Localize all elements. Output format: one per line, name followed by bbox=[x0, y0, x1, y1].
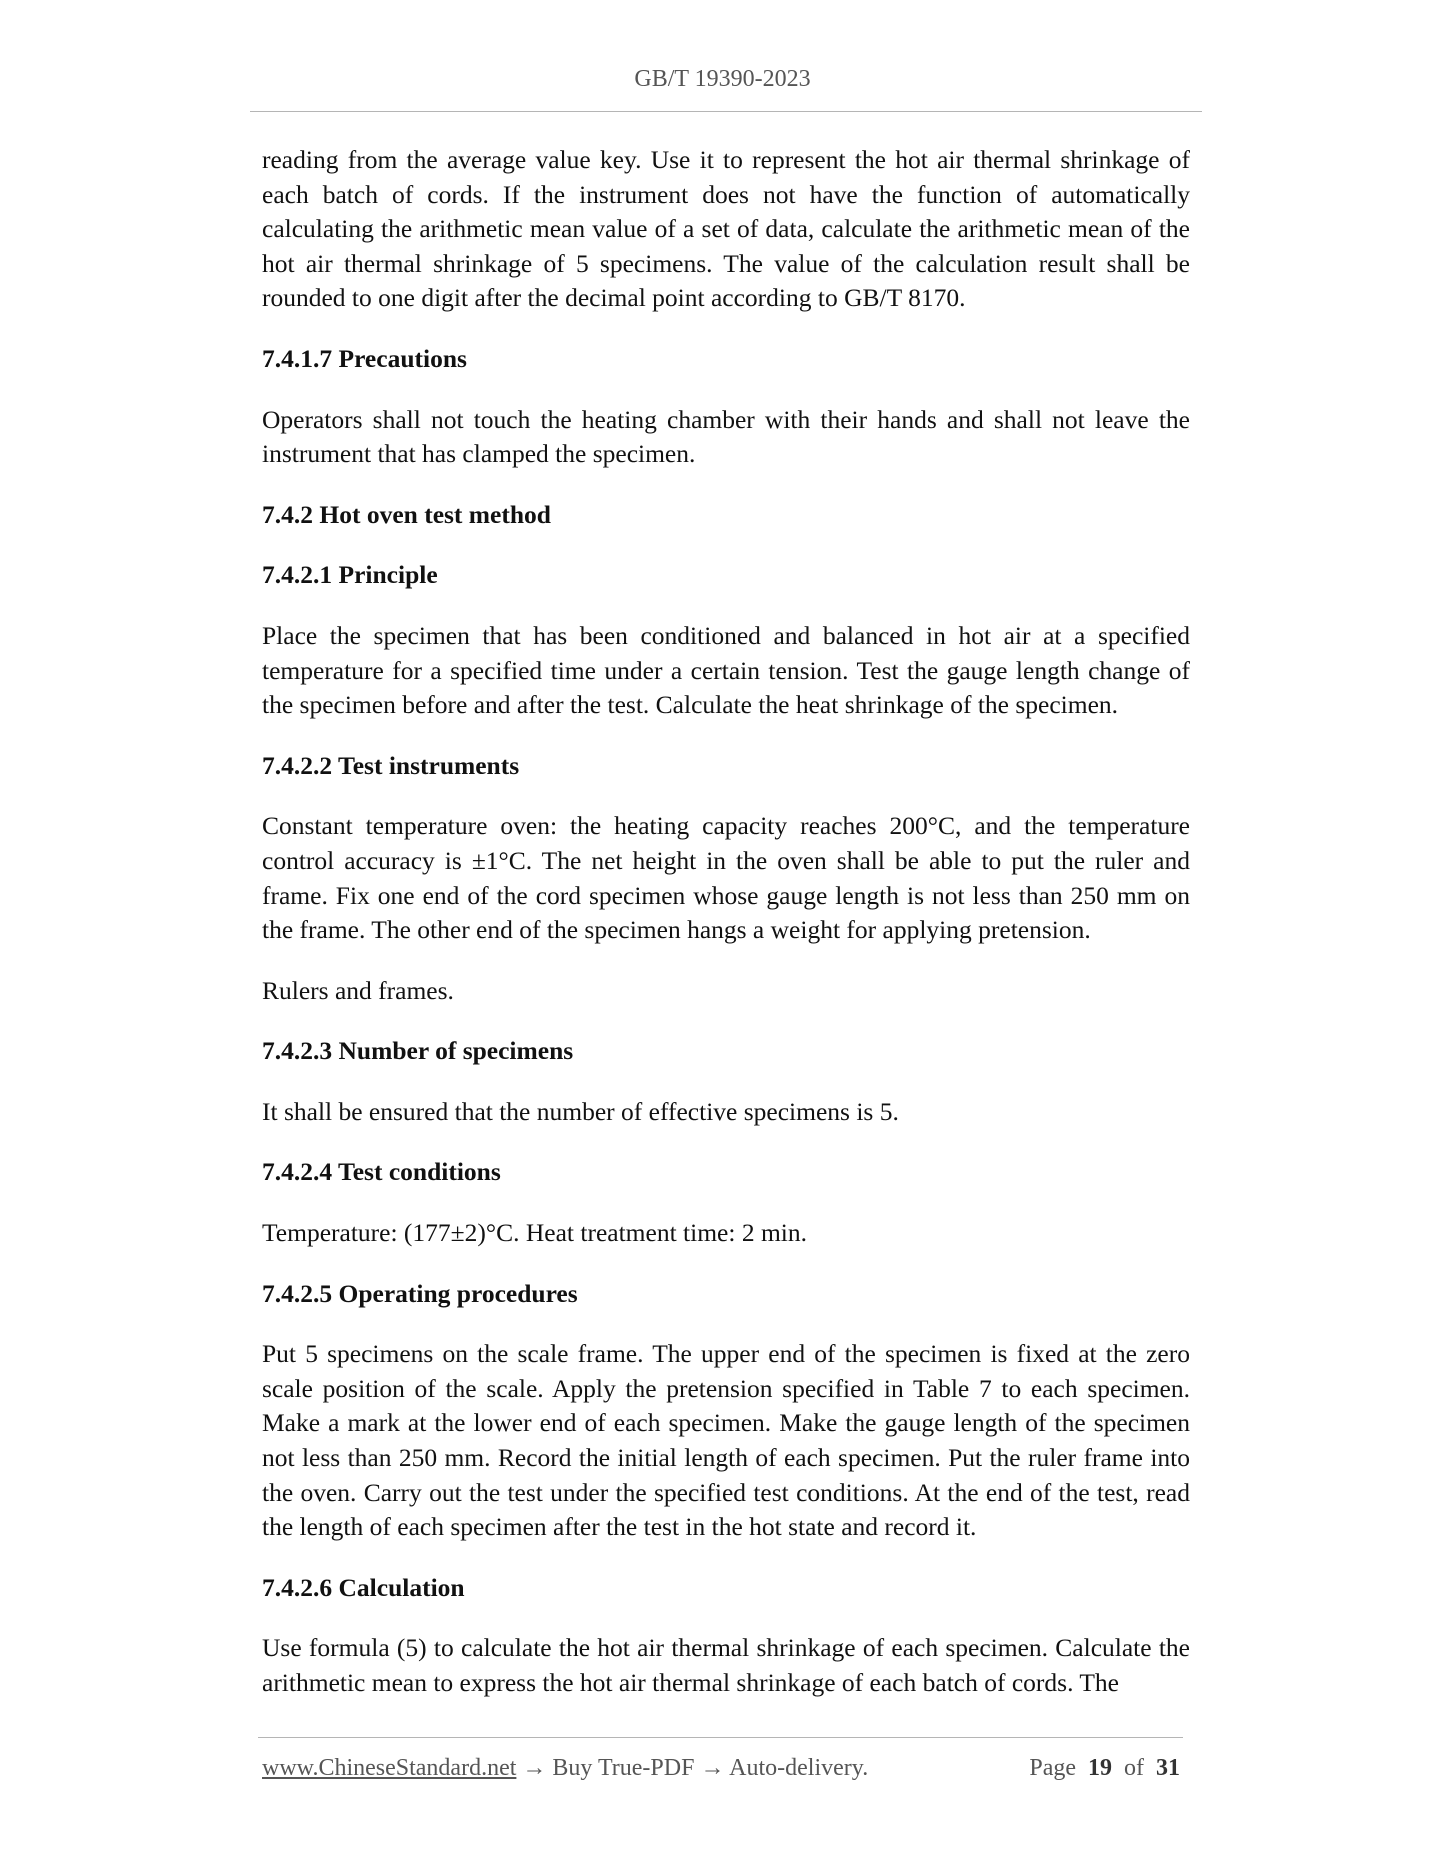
arrow-right-icon: → bbox=[522, 1755, 547, 1781]
paragraph-calculation: Use formula (5) to calculate the hot air thermal shrinkage of each specimen. Calculate the arithmetic mean to express the hot air thermal shrinkage of each batch of cords. The bbox=[262, 1633, 1190, 1697]
buy-true-pdf-text: Buy True-PDF bbox=[552, 1755, 695, 1781]
document-code-header: GB/T 19390-2023 bbox=[634, 66, 811, 92]
paragraph-average-value: reading from the average value key. Use it to represent the hot air thermal shrinkage of each batch of cords. If the instrument does not have the function of automatically calculating the arithmetic mean value of a set of data, calculate the arithmetic mean of the hot air thermal shrinkage of 5 specimens. The value of the calculation result shall be rounded to one digit after the decimal point according to GB/T 8170. bbox=[262, 145, 1190, 313]
footer-divider bbox=[258, 1737, 1183, 1738]
heading-7-4-2: 7.4.2 Hot oven test method bbox=[262, 499, 551, 529]
current-page: 19 bbox=[1088, 1755, 1112, 1781]
paragraph-oven-description: Constant temperature oven: the heating capacity reaches 200°C, and the temperature control accuracy is ±1°C. The net height in the oven shall be able to put the ruler and frame. Fix one end of the cord specimen whose gauge length is not less than 250 mm on the frame. The other end of the specimen hangs a weight for applying pretension. bbox=[262, 811, 1190, 945]
header-divider bbox=[250, 111, 1202, 112]
page-number bbox=[1029, 1755, 1180, 1782]
footer-promo bbox=[262, 1755, 868, 1782]
heading-7-4-2-1: 7.4.2.1 Principle bbox=[262, 560, 438, 590]
heading-7-4-2-5: 7.4.2.5 Operating procedures bbox=[262, 1278, 578, 1308]
heading-7-4-2-3: 7.4.2.3 Number of specimens bbox=[262, 1036, 574, 1066]
heading-7-4-2-4: 7.4.2.4 Test conditions bbox=[262, 1157, 501, 1187]
paragraph-operating-procedures: Put 5 specimens on the scale frame. The upper end of the specimen is fixed at the zero scale position of the scale. Apply the pretension specified in Table 7 to each specimen. Make a mark at the lower end of each specimen. Make the gauge length of the specimen not less than 250 mm. Record the initial length of each specimen. Put the ruler frame into the oven. Carry out the test under the specified test conditions. At the end of the test, read the length of each specimen after the test in the hot state and record it. bbox=[262, 1339, 1190, 1542]
paragraph-rulers-frames: Rulers and frames. bbox=[262, 975, 454, 1005]
page-of-label: of bbox=[1124, 1755, 1144, 1781]
heading-7-4-2-6: 7.4.2.6 Calculation bbox=[262, 1572, 465, 1602]
heading-7-4-1-7: 7.4.1.7 Precautions bbox=[262, 343, 467, 373]
auto-delivery-text: Auto-delivery. bbox=[729, 1755, 869, 1781]
paragraph-principle: Place the specimen that has been conditioned and balanced in hot air at a specified temperature for a specified time under a certain tension. Test the gauge length change of the specimen before and after the test. Calculate the heat shrinkage of the specimen. bbox=[262, 620, 1190, 720]
arrow-right-icon: → bbox=[700, 1755, 725, 1781]
paragraph-number-of-specimens: It shall be ensured that the number of effective specimens is 5. bbox=[262, 1096, 899, 1126]
heading-7-4-2-2: 7.4.2.2 Test instruments bbox=[262, 750, 520, 780]
paragraph-test-conditions: Temperature: (177±2)°C. Heat treatment time: 2 min. bbox=[262, 1218, 807, 1248]
website-link[interactable]: www.ChineseStandard.net bbox=[262, 1755, 517, 1781]
total-pages: 31 bbox=[1156, 1755, 1180, 1781]
page-label: Page bbox=[1029, 1755, 1076, 1781]
document-body bbox=[262, 143, 1190, 1727]
paragraph-precautions: Operators shall not touch the heating chamber with their hands and shall not leave the instrument that has clamped the specimen. bbox=[262, 404, 1190, 469]
